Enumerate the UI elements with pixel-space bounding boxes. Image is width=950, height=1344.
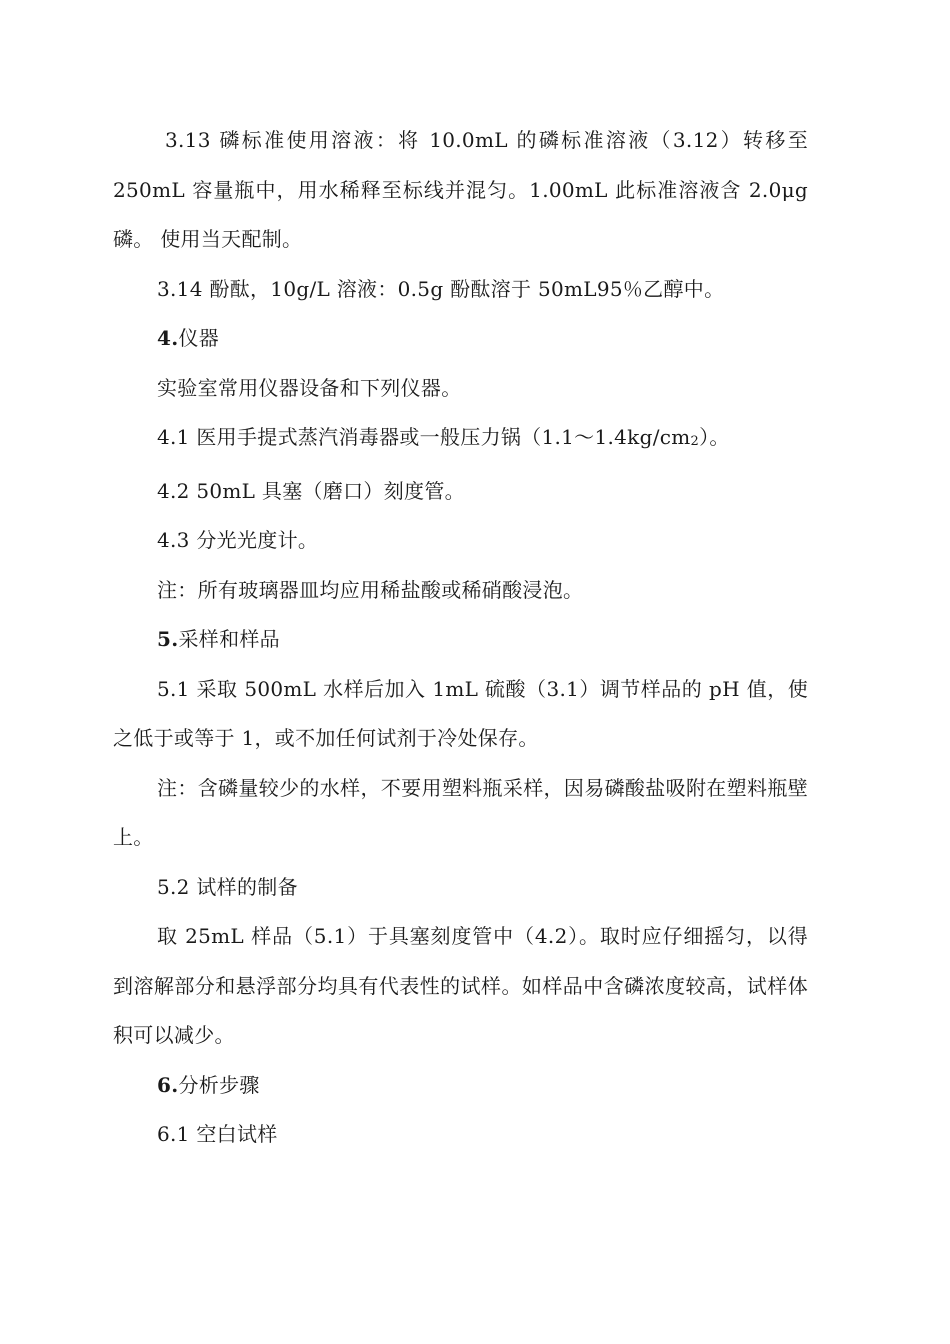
paragraph-3-14: 3.14 酚酞，10g/L 溶液：0.5g 酚酞溶于 50mL95％乙醇中。 (157, 276, 725, 301)
section-number: 4. (157, 326, 179, 350)
paragraph-3-13: 3.13 磷标准使用溶液：将 10.0mL 的磷标准溶液（3.12）转移至 250mL 容量瓶中，用水稀释至标线并混匀。1.00mL 此标准溶液含 2.0μg 磷。 使用当天配制。 (113, 128, 808, 251)
section-heading-4 (113, 314, 808, 364)
section-number: 5. (157, 627, 179, 651)
section-number: 6. (157, 1072, 179, 1097)
paragraph-4-3: 4.3 分光光度计。 (157, 528, 319, 552)
paragraph-5-1: 5.1 采取 500mL 水样后加入 1mL 硫酸（3.1）调节样品的 pH 值，使之低于或等于 1，或不加任何试剂于冷处保存。 (113, 676, 808, 750)
paragraph-4-1-text: 4.1 医用手提式蒸汽消毒器或一般压力锅（1.1～1.4kg/cm (157, 425, 691, 449)
section-title: 采样和样品 (178, 627, 280, 651)
section-heading-5 (113, 615, 808, 665)
note-sampling: 注：含磷量较少的水样，不要用塑料瓶采样，因易磷酸盐吸附在塑料瓶壁上。 (113, 775, 808, 849)
section-heading-6 (113, 1061, 808, 1111)
section-title: 分析步骤 (178, 1072, 260, 1097)
paragraph-6-1: 6.1 空白试样 (157, 1122, 278, 1146)
paragraph-5-2-body: 取 25mL 样品（5.1）于具塞刻度管中（4.2）。取时应仔细摇匀，以得到溶解部分和悬浮部分均具有代表性的试样。如样品中含磷浓度较高，试样体积可以减少。 (113, 924, 808, 1047)
paragraph-4-1-tail: ）。 (699, 425, 730, 449)
paragraph-4-intro: 实验室常用仪器设备和下列仪器。 (157, 375, 462, 400)
paragraph-5-2: 5.2 试样的制备 (157, 874, 298, 899)
document-body (113, 116, 808, 1160)
paragraph-4-1 (113, 413, 808, 467)
section-title: 仪器 (178, 326, 220, 350)
note-glassware: 注：所有玻璃器皿均应用稀盐酸或稀硝酸浸泡。 (157, 577, 584, 602)
paragraph-4-2: 4.2 50mL 具塞（磨口）刻度管。 (157, 478, 465, 503)
unit-exponent: 2 (690, 434, 700, 449)
